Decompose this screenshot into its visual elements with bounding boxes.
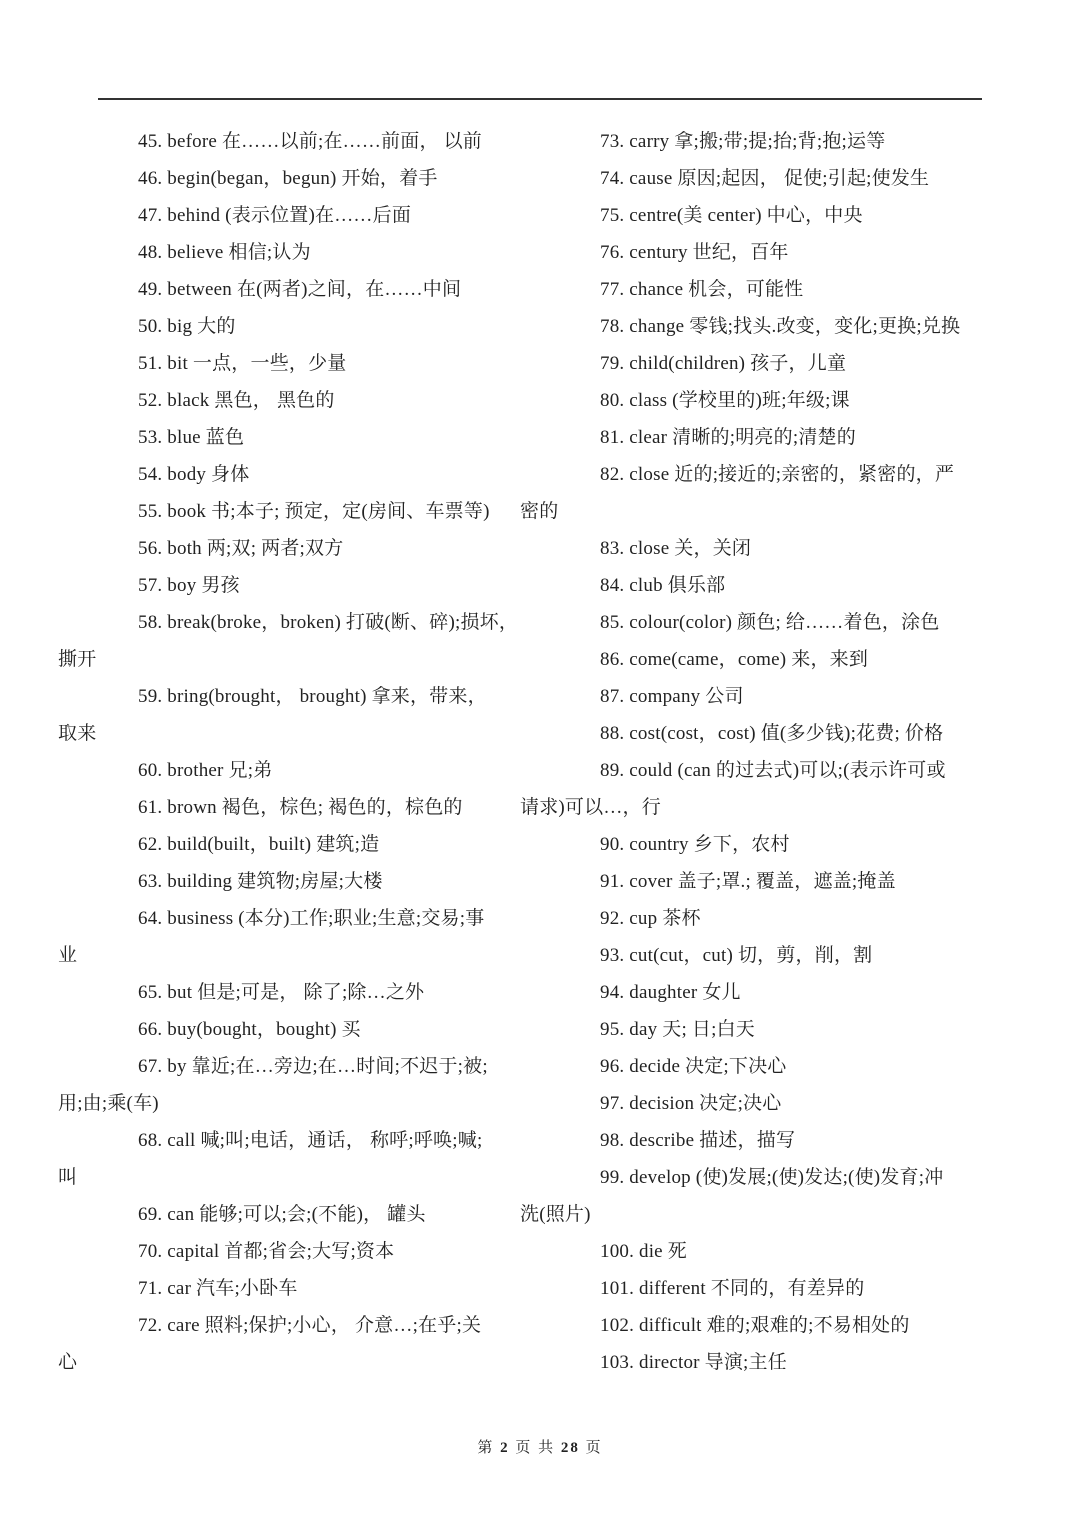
- vocab-entry: [560, 567, 982, 604]
- vocab-entry-text: 90. country 乡下，农村: [600, 834, 790, 855]
- vocab-entry: [560, 715, 982, 752]
- header-rule: [98, 98, 982, 100]
- vocab-entry-continuation: 密的: [520, 501, 559, 522]
- vocab-entry-text: 93. cut(cut，cut) 切，剪，削，割: [600, 945, 873, 966]
- vocab-entry-text: 53. blue 蓝色: [138, 427, 245, 448]
- vocab-entry: [98, 530, 530, 567]
- vocab-entry: [58, 1307, 530, 1381]
- vocab-entry: [560, 974, 982, 1011]
- vocab-entry-text: 82. close 近的;接近的;亲密的，紧密的，严: [600, 464, 955, 485]
- vocab-entry-text: 59. bring(brought， brought) 拿来，带来，: [138, 686, 487, 707]
- vocab-entry: [58, 1122, 530, 1196]
- vocab-entry: [560, 937, 982, 974]
- vocab-entry: [98, 1196, 530, 1233]
- vocab-entry-text: 49. between 在(两者)之间，在……中间: [138, 279, 462, 300]
- vocab-entry: [98, 1011, 530, 1048]
- vocab-entry-text: 95. day 天; 日;白天: [600, 1019, 755, 1040]
- left-column: [58, 123, 530, 1381]
- vocab-entry-continuation: 洗(照片): [520, 1204, 591, 1225]
- vocab-entry: [98, 382, 530, 419]
- vocab-entry: [560, 604, 982, 641]
- vocab-entry: [560, 123, 982, 160]
- vocab-entry: [560, 1233, 982, 1270]
- vocab-entry: [560, 308, 982, 345]
- vocab-entry: [58, 900, 530, 974]
- vocab-entry: [98, 1270, 530, 1307]
- vocab-entry: [520, 1159, 982, 1233]
- vocab-entry: [560, 678, 982, 715]
- vocab-entry-text: 83. close 关，关闭: [600, 538, 752, 559]
- vocab-entry: [560, 1011, 982, 1048]
- vocab-entry: [98, 493, 530, 530]
- vocab-entry-text: 86. come(came，come) 来，来到: [600, 649, 869, 670]
- vocab-entry-text: 99. develop (使)发展;(使)发达;(使)发育;冲: [600, 1167, 944, 1188]
- vocab-entry: [560, 826, 982, 863]
- vocab-entry-text: 60. brother 兄;弟: [138, 760, 273, 781]
- vocab-entry-text: 52. black 黑色， 黑色的: [138, 390, 335, 411]
- footer-total-pages: 28: [560, 1440, 580, 1456]
- vocab-entry-continuation: 撕开: [58, 649, 97, 670]
- vocab-entry-text: 98. describe 描述，描写: [600, 1130, 796, 1151]
- vocab-entry: [98, 234, 530, 271]
- vocab-entry: [520, 456, 982, 530]
- vocab-entry-text: 87. company 公司: [600, 686, 744, 707]
- vocab-entry-text: 70. capital 首都;省会;大写;资本: [138, 1241, 395, 1262]
- vocab-entry-text: 85. colour(color) 颜色; 给……着色，涂色: [600, 612, 940, 633]
- vocab-entry-text: 68. call 喊;叫;电话，通话， 称呼;呼唤;喊;: [138, 1130, 483, 1151]
- vocab-entry: [98, 345, 530, 382]
- vocab-entry-text: 103. director 导演;主任: [600, 1352, 787, 1373]
- vocab-entry: [98, 197, 530, 234]
- vocab-entry-text: 96. decide 决定;下决心: [600, 1056, 787, 1077]
- vocab-entry-text: 45. before 在……以前;在……前面， 以前: [138, 131, 482, 152]
- vocab-entry-text: 46. begin(began，begun) 开始，着手: [138, 168, 438, 189]
- vocab-entry-text: 75. centre(美 center) 中心，中央: [600, 205, 863, 226]
- vocab-entry: [560, 1270, 982, 1307]
- vocab-entry-text: 71. car 汽车;小卧车: [138, 1278, 298, 1299]
- footer-suffix: 页: [585, 1440, 603, 1456]
- vocab-entry-text: 91. cover 盖子;罩.; 覆盖，遮盖;掩盖: [600, 871, 896, 892]
- vocab-entry-text: 47. behind (表示位置)在……后面: [138, 205, 412, 226]
- vocab-entry: [98, 123, 530, 160]
- vocab-entry-text: 77. chance 机会，可能性: [600, 279, 804, 300]
- vocab-entry-text: 69. can 能够;可以;会;(不能)， 罐头: [138, 1204, 426, 1225]
- vocab-entry-text: 67. by 靠近;在…旁边;在…时间;不迟于;被;: [138, 1056, 488, 1077]
- vocab-entry: [560, 1122, 982, 1159]
- vocab-entry-text: 54. body 身体: [138, 464, 250, 485]
- vocab-entry-text: 100. die 死: [600, 1241, 687, 1262]
- vocab-entry: [560, 271, 982, 308]
- vocab-entry-text: 101. different 不同的，有差异的: [600, 1278, 865, 1299]
- vocab-entry: [560, 1048, 982, 1085]
- vocab-entry-text: 66. buy(bought，bought) 买: [138, 1019, 361, 1040]
- vocab-entry-continuation: 心: [58, 1352, 78, 1373]
- vocab-entry: [98, 160, 530, 197]
- footer-page-number: 2: [500, 1440, 510, 1456]
- vocab-entry-text: 97. decision 决定;决心: [600, 1093, 782, 1114]
- vocab-entry-text: 74. cause 原因;起因， 促使;引起;使发生: [600, 168, 930, 189]
- vocab-entry: [560, 863, 982, 900]
- vocab-entry: [98, 567, 530, 604]
- vocab-entry-text: 76. century 世纪，百年: [600, 242, 789, 263]
- vocab-entry-text: 92. cup 茶杯: [600, 908, 701, 929]
- vocab-entry-text: 64. business (本分)工作;职业;生意;交易;事: [138, 908, 485, 929]
- footer-prefix: 第: [477, 1440, 495, 1456]
- vocab-entry-text: 51. bit 一点，一些，少量: [138, 353, 347, 374]
- vocab-entry: [560, 1344, 982, 1381]
- vocab-entry-text: 102. difficult 难的;艰难的;不易相处的: [600, 1315, 910, 1336]
- vocab-entry-text: 73. carry 拿;搬;带;提;抬;背;抱;运等: [600, 131, 886, 152]
- vocab-entry-text: 65. but 但是;可是， 除了;除…之外: [138, 982, 425, 1003]
- vocab-entry: [560, 1085, 982, 1122]
- vocab-entry: [98, 419, 530, 456]
- vocab-entry-continuation: 请求)可以…，行: [520, 797, 661, 818]
- vocab-entry: [58, 678, 530, 752]
- vocab-entry-text: 79. child(children) 孩子，儿童: [600, 353, 847, 374]
- vocab-entry: [560, 641, 982, 678]
- vocab-entry-text: 88. cost(cost，cost) 值(多少钱);花费; 价格: [600, 723, 944, 744]
- vocab-entry: [98, 863, 530, 900]
- vocab-entry: [560, 419, 982, 456]
- vocab-entry-text: 61. brown 褐色，棕色; 褐色的，棕色的: [138, 797, 463, 818]
- vocab-entry: [560, 530, 982, 567]
- vocab-entry-text: 50. big 大的: [138, 316, 236, 337]
- vocab-entry: [98, 1233, 530, 1270]
- vocab-entry: [98, 271, 530, 308]
- vocab-entry-text: 94. daughter 女儿: [600, 982, 741, 1003]
- vocab-entry-continuation: 叫: [58, 1167, 78, 1188]
- vocab-entry: [98, 308, 530, 345]
- vocab-entry-continuation: 用;由;乘(车): [58, 1093, 159, 1114]
- vocab-entry-text: 78. change 零钱;找头.改变，变化;更换;兑换: [600, 316, 961, 337]
- vocab-entry-text: 55. book 书;本子; 预定，定(房间、车票等): [138, 501, 490, 522]
- vocab-entry: [560, 197, 982, 234]
- vocab-entry-text: 48. believe 相信;认为: [138, 242, 311, 263]
- vocab-entry: [98, 974, 530, 1011]
- vocab-entry-continuation: 取来: [58, 723, 97, 744]
- vocab-entry: [98, 789, 530, 826]
- vocab-entry-text: 80. class (学校里的)班;年级;课: [600, 390, 850, 411]
- vocab-entry-text: 81. clear 清晰的;明亮的;清楚的: [600, 427, 856, 448]
- vocab-entry: [560, 160, 982, 197]
- vocab-entry: [560, 900, 982, 937]
- vocab-entry-text: 56. both 两;双; 两者;双方: [138, 538, 344, 559]
- vocab-entry-text: 89. could (can 的过去式)可以;(表示许可或: [600, 760, 946, 781]
- vocab-entry: [560, 234, 982, 271]
- vocab-entry-text: 57. boy 男孩: [138, 575, 240, 596]
- vocab-entry: [98, 826, 530, 863]
- vocab-entry-text: 84. club 俱乐部: [600, 575, 726, 596]
- vocab-entry: [520, 752, 982, 826]
- vocab-entry-continuation: 业: [58, 945, 78, 966]
- vocab-entry: [560, 345, 982, 382]
- vocab-entry: [98, 752, 530, 789]
- vocab-entry-text: 72. care 照料;保护;小心， 介意…;在乎;关: [138, 1315, 482, 1336]
- page-footer: [0, 1436, 1080, 1457]
- vocab-entry: [560, 1307, 982, 1344]
- vocab-entry: [98, 456, 530, 493]
- vocab-entry-text: 63. building 建筑物;房屋;大楼: [138, 871, 383, 892]
- vocab-entry-text: 62. build(built，built) 建筑;造: [138, 834, 380, 855]
- right-column: [520, 123, 982, 1381]
- vocab-entry: [58, 1048, 530, 1122]
- vocab-entry: [58, 604, 530, 678]
- footer-middle: 页 共: [515, 1440, 556, 1456]
- vocab-entry: [560, 382, 982, 419]
- vocab-entry-text: 58. break(broke，broken) 打破(断、碎);损坏，: [138, 612, 519, 633]
